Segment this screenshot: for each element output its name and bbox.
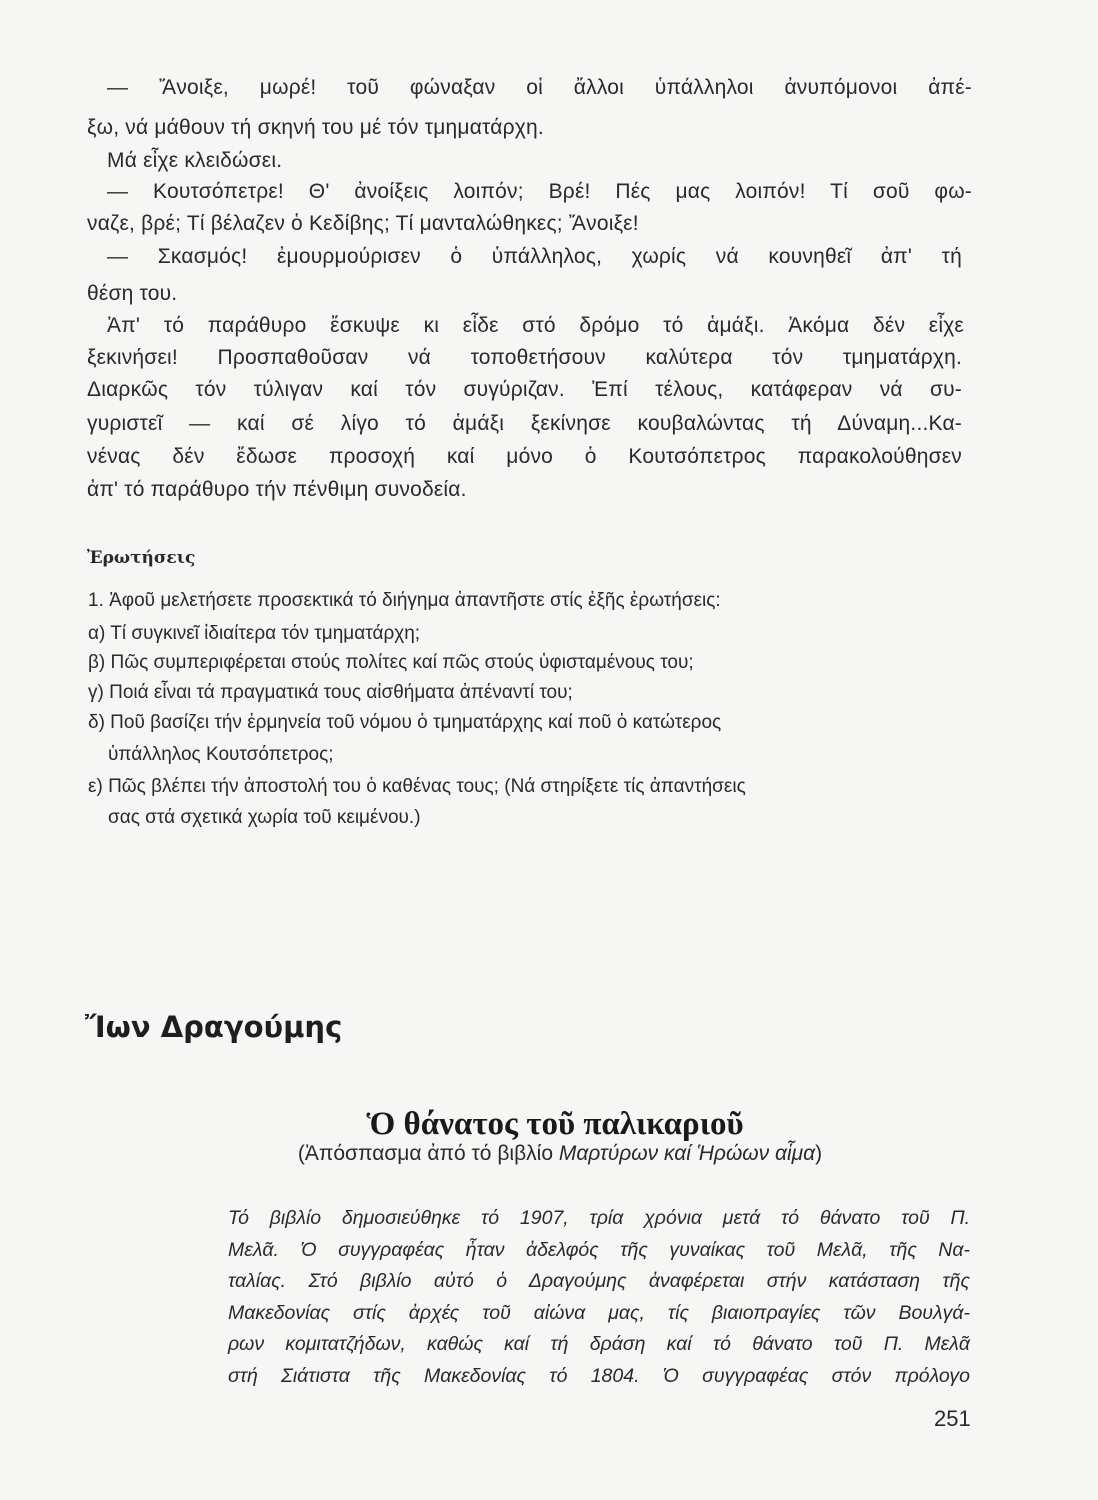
text-line: γυριστεῖ — καί σέ λίγο τό ἁμάξι ξεκίνησε κουβαλώντας τή Δύναμη...Κα-	[87, 412, 962, 435]
text-line: ναζε, βρέ; Τί βέλαζεν ὁ Κεδίβης; Τί μανταλώθηκες; Ἄνοιξε!	[87, 212, 639, 235]
intro-line: Μακεδονίας στίς ἀρχές τοῦ αἰώνα μας, τίς βιαιοπραγίες τῶν Βουλγά-	[228, 1302, 970, 1324]
question-line: 1. Ἀφοῦ μελετήσετε προσεκτικά τό διήγημα ἀπαντῆστε στίς ἑξῆς ἐρωτήσεις:	[88, 590, 721, 611]
intro-line: στή Σιάτιστα τῆς Μακεδονίας τό 1804. Ὁ συγγραφέας στόν πρόλογο	[228, 1365, 970, 1387]
question-line: ὑπάλληλος Κουτσόπετρος;	[108, 744, 334, 765]
text-line: νένας δέν ἔδωσε προσοχή καί μόνο ὁ Κουτσόπετρος παρακολούθησεν	[87, 445, 962, 468]
subtitle-prefix: (Ἀπόσπασμα ἀπό τό βιβλίο	[297, 1142, 559, 1165]
question-line: ε) Πῶς βλέπει τήν ἀποστολή του ὁ καθένας τους; (Νά στηρίξετε τίς ἀπαντήσεις	[88, 776, 746, 797]
author-heading: Ἴων Δραγούμης	[85, 1010, 343, 1044]
subtitle-suffix: )	[815, 1142, 823, 1165]
book-title: Μαρτύρων καί Ἡρώων αἷμα	[558, 1142, 816, 1165]
intro-line: ταλίας. Στό βιβλίο αὐτό ὁ Δραγούμης ἀναφέρεται στήν κατάσταση τῆς	[228, 1270, 970, 1292]
intro-line: Τό βιβλίο δημοσιεύθηκε τό 1907, τρία χρόνια μετά τό θάνατο τοῦ Π.	[228, 1207, 970, 1229]
text-line: Διαρκῶς τόν τύλιγαν καί τόν συγύριζαν. Ἐπί τέλους, κατάφεραν νά συ-	[87, 378, 962, 401]
question-line: δ) Ποῦ βασίζει τήν ἑρμηνεία τοῦ νόμου ὁ τμηματάρχης καί ποῦ ὁ κατώτερος	[88, 712, 722, 733]
intro-line: Μελᾶ. Ὁ συγγραφέας ἦταν ἀδελφός τῆς γυναίκας τοῦ Μελᾶ, τῆς Να-	[228, 1239, 970, 1261]
text-line: Μά εἶχε κλειδώσει.	[107, 149, 283, 172]
question-line: γ) Ποιά εἶναι τά πραγματικά τους αἰσθήματα ἀπέναντί του;	[88, 682, 573, 703]
text-line: θέση του.	[87, 282, 178, 305]
text-line: ξω, νά μάθουν τή σκηνή του μέ τόν τμηματάρχη.	[87, 116, 544, 139]
page-number: 251	[934, 1406, 971, 1431]
text-line: Ἀπ' τό παράθυρο ἔσκυψε κι εἶδε στό δρόμο τό ἁμάξι. Ἀκόμα δέν εἶχε	[107, 314, 964, 337]
question-line: σας στά σχετικά χωρία τοῦ κειμένου.)	[108, 807, 421, 828]
text-title: Ὁ θάνατος τοῦ παλικαριοῦ	[366, 1106, 744, 1142]
text-line: — Κουτσόπετρε! Θ' ἀνοίξεις λοιπόν; Βρέ! Πές μας λοιπόν! Τί σοῦ φω-	[107, 180, 972, 203]
question-line: β) Πῶς συμπεριφέρεται στούς πολίτες καί πῶς στούς ὑφισταμένους του;	[88, 652, 694, 673]
question-line: α) Τί συγκινεῖ ἰδιαίτερα τόν τμηματάρχη;	[88, 623, 421, 644]
text-subtitle	[0, 1142, 1098, 1166]
text-line: — Ἄνοιξε, μωρέ! τοῦ φώναξαν οἱ ἄλλοι ὑπάλληλοι ἀνυπόμονοι ἀπέ-	[107, 76, 972, 99]
text-line: — Σκασμός! ἐμουρμούρισεν ὁ ὑπάλληλος, χωρίς νά κουνηθεῖ ἀπ' τή	[107, 245, 962, 268]
intro-line: ρων κομιτατζήδων, καθώς καί τή δράση καί τό θάνατο τοῦ Π. Μελᾶ	[228, 1333, 970, 1355]
text-line: ἀπ' τό παράθυρο τήν πένθιμη συνοδεία.	[87, 478, 467, 501]
text-line: ξεκινήσει! Προσπαθοῦσαν νά τοποθετήσουν καλύτερα τόν τμηματάρχη.	[87, 346, 962, 369]
questions-heading: Ἐρωτήσεις	[87, 548, 196, 568]
